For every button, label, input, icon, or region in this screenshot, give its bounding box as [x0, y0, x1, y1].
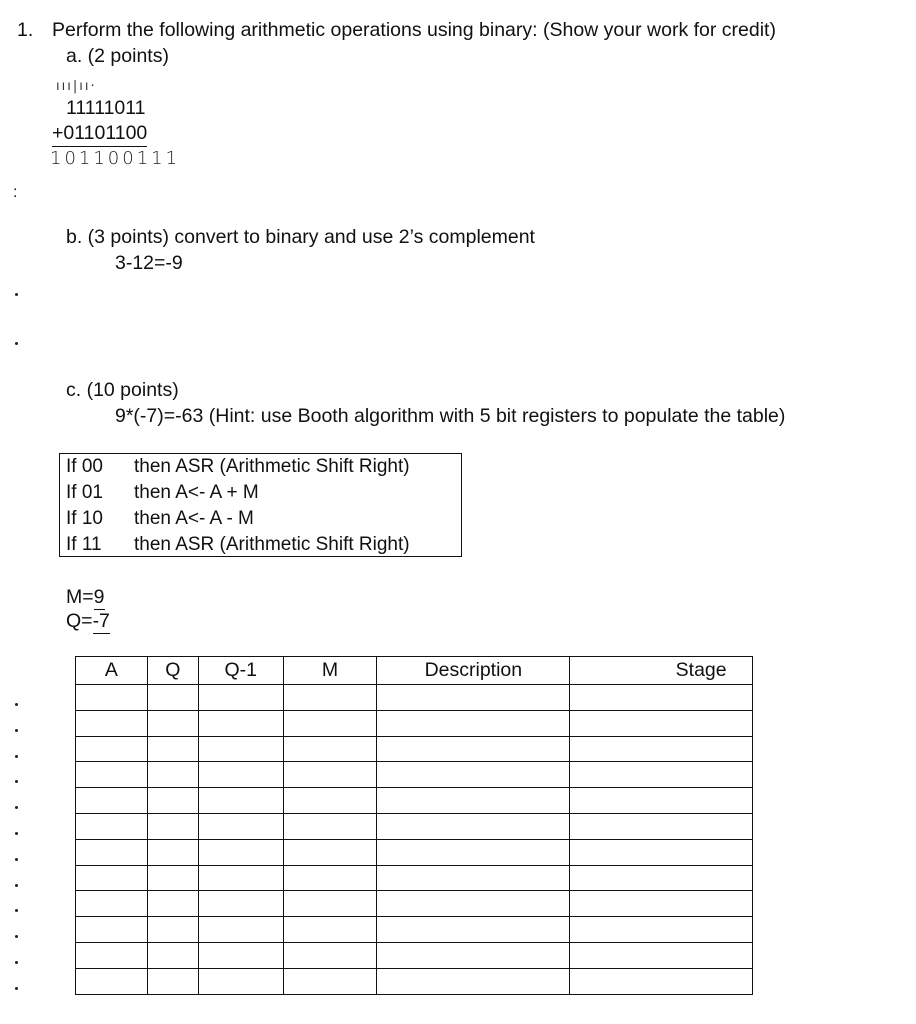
margin-dot	[15, 909, 18, 912]
table-cell[interactable]	[570, 917, 753, 943]
margin-dot	[15, 780, 18, 783]
rule-action: then ASR (Arithmetic Shift Right)	[134, 456, 410, 477]
rule-row	[66, 480, 259, 506]
rule-row	[66, 532, 410, 558]
table-row	[76, 942, 753, 968]
table-cell[interactable]	[76, 968, 148, 994]
table-cell[interactable]	[377, 839, 570, 865]
m-value: 9	[93, 586, 105, 608]
rule-action: then A<- A + M	[134, 482, 259, 503]
table-cell[interactable]	[76, 891, 148, 917]
table-cell[interactable]	[198, 710, 283, 736]
margin-colon-mark: :	[13, 184, 18, 201]
table-cell[interactable]	[377, 813, 570, 839]
table-cell[interactable]	[76, 917, 148, 943]
table-cell[interactable]	[377, 710, 570, 736]
table-cell[interactable]	[377, 891, 570, 917]
header-stage	[570, 657, 753, 685]
table-row	[76, 736, 753, 762]
table-cell[interactable]	[570, 736, 753, 762]
table-row	[76, 788, 753, 814]
table-row	[76, 968, 753, 994]
booth-rules-box	[59, 453, 462, 557]
margin-dot	[15, 935, 18, 938]
margin-dot	[15, 342, 18, 345]
table-row	[76, 891, 753, 917]
table-cell[interactable]	[377, 968, 570, 994]
table-cell[interactable]	[570, 968, 753, 994]
rule-condition: If 10	[66, 508, 103, 529]
rule-condition: If 11	[66, 534, 102, 555]
addend-2: +01101100	[52, 121, 147, 147]
table-cell[interactable]	[147, 736, 198, 762]
margin-dot	[15, 703, 18, 706]
table-row	[76, 813, 753, 839]
header-description: Description	[377, 657, 570, 685]
table-cell[interactable]	[76, 788, 148, 814]
table-cell[interactable]	[570, 710, 753, 736]
table-cell[interactable]	[377, 736, 570, 762]
table-cell[interactable]	[198, 942, 283, 968]
table-cell[interactable]	[76, 813, 148, 839]
table-cell[interactable]	[570, 839, 753, 865]
table-cell[interactable]	[570, 788, 753, 814]
table-cell[interactable]	[377, 788, 570, 814]
part-c-expression: 9*(-7)=-63 (Hint: use Booth algorithm with 5 bit registers to populate the table)	[115, 405, 786, 427]
table-cell[interactable]	[283, 788, 377, 814]
table-row	[76, 685, 753, 711]
table-cell[interactable]	[377, 685, 570, 711]
table-row	[76, 762, 753, 788]
table-cell[interactable]	[198, 891, 283, 917]
table-cell[interactable]	[198, 839, 283, 865]
table-row	[76, 839, 753, 865]
table-cell[interactable]	[76, 736, 148, 762]
table-cell[interactable]	[198, 736, 283, 762]
table-cell[interactable]	[283, 762, 377, 788]
table-cell[interactable]	[147, 685, 198, 711]
part-b-label: b. (3 points) convert to binary and use 2’s complement	[66, 226, 535, 248]
margin-dot	[15, 293, 18, 296]
table-header-row	[76, 657, 753, 685]
margin-dot	[15, 858, 18, 861]
margin-dot	[15, 884, 18, 887]
rule-condition: If 00	[66, 456, 103, 477]
q-label: Q=	[66, 610, 93, 632]
part-a-label: a. (2 points)	[66, 45, 169, 67]
q-value: -7	[92, 610, 110, 632]
rule-condition: If 01	[66, 482, 103, 503]
rule-row	[66, 454, 410, 480]
margin-dot	[15, 729, 18, 732]
table-cell[interactable]	[198, 865, 283, 891]
table-cell[interactable]	[377, 917, 570, 943]
question-title: Perform the following arithmetic operations using binary: (Show your work for credit)	[52, 19, 776, 41]
table-cell[interactable]	[283, 942, 377, 968]
table-cell[interactable]	[198, 685, 283, 711]
table-cell[interactable]	[147, 968, 198, 994]
part-c-label: c. (10 points)	[66, 379, 179, 401]
table-cell[interactable]	[570, 813, 753, 839]
header-q-1: Q-1	[198, 657, 283, 685]
table-cell[interactable]	[147, 788, 198, 814]
table-cell[interactable]	[147, 762, 198, 788]
table-cell[interactable]	[283, 865, 377, 891]
header-m: M	[283, 657, 377, 685]
table-cell[interactable]	[283, 839, 377, 865]
table-cell[interactable]	[147, 813, 198, 839]
table-cell[interactable]	[283, 917, 377, 943]
table-cell[interactable]	[76, 839, 148, 865]
table-cell[interactable]	[570, 762, 753, 788]
table-cell[interactable]	[76, 762, 148, 788]
table-cell[interactable]	[76, 942, 148, 968]
table-cell[interactable]	[377, 942, 570, 968]
table-cell[interactable]	[377, 762, 570, 788]
table-cell[interactable]	[283, 891, 377, 917]
table-row	[76, 917, 753, 943]
handwritten-sum: 101100111	[50, 148, 181, 169]
table-cell[interactable]	[198, 788, 283, 814]
table-cell[interactable]	[283, 685, 377, 711]
header-q: Q	[147, 657, 198, 685]
margin-dot	[15, 806, 18, 809]
m-label: M=	[66, 586, 94, 608]
question-number: 1.	[17, 19, 34, 41]
part-b-expression: 3-12=-9	[115, 252, 183, 274]
table-cell[interactable]	[147, 917, 198, 943]
table-cell[interactable]	[570, 865, 753, 891]
table-cell[interactable]	[198, 813, 283, 839]
header-stage-label: Stage	[675, 659, 727, 681]
rule-row	[66, 506, 254, 532]
table-row	[76, 710, 753, 736]
rule-action: then ASR (Arithmetic Shift Right)	[134, 534, 410, 555]
margin-dot	[15, 832, 18, 835]
header-a: A	[76, 657, 148, 685]
table-cell[interactable]	[283, 813, 377, 839]
table-cell[interactable]	[198, 762, 283, 788]
booth-algorithm-table	[75, 656, 753, 995]
table-cell[interactable]	[147, 865, 198, 891]
margin-dot	[15, 755, 18, 758]
table-cell[interactable]	[198, 917, 283, 943]
table-cell[interactable]	[570, 685, 753, 711]
carry-marks: ııı|ıı·	[56, 79, 97, 94]
m-value-line	[66, 585, 105, 609]
table-row	[76, 865, 753, 891]
table-cell[interactable]	[570, 891, 753, 917]
table-cell[interactable]	[570, 942, 753, 968]
table-cell[interactable]	[377, 865, 570, 891]
addend-1: 11111011	[66, 97, 146, 119]
q-value-line	[66, 609, 110, 633]
table-cell[interactable]	[76, 865, 148, 891]
table-cell[interactable]	[147, 839, 198, 865]
table-cell[interactable]	[283, 736, 377, 762]
table-cell[interactable]	[283, 710, 377, 736]
table-cell[interactable]	[283, 968, 377, 994]
margin-dot	[15, 987, 18, 990]
table-cell[interactable]	[147, 710, 198, 736]
table-cell[interactable]	[198, 968, 283, 994]
table-cell[interactable]	[147, 942, 198, 968]
table-cell[interactable]	[147, 891, 198, 917]
table-cell[interactable]	[76, 685, 148, 711]
table-cell[interactable]	[76, 710, 148, 736]
margin-dot	[15, 961, 18, 964]
rule-action: then A<- A - M	[134, 508, 254, 529]
